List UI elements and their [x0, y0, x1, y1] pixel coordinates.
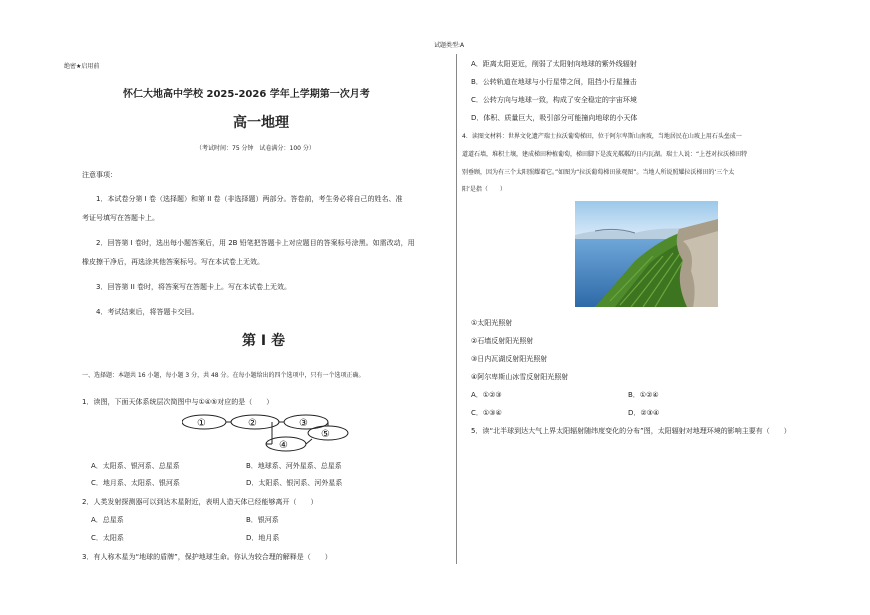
note-line: 考证号填写在答题卡上。 [82, 214, 159, 222]
question-3-stem: 3．有人称木星为“地球的盾牌”，保护地球生命。你认为较合理的解释是（ ） [82, 553, 332, 561]
question-5-stem: 5．读“北半球到达大气上界太阳辐射随纬度变化的分布”图，太阳辐射对地理环境的影响主要有（ ） [471, 427, 791, 435]
q3-option-b: B．公转轨道在地球与小行星带之间，阻挡小行星撞击 [471, 78, 637, 86]
q1-option-b: B．地球系、河外星系、总星系 [246, 462, 342, 470]
diagram-label: ① [197, 418, 206, 429]
part-title: 第 I 卷 [242, 333, 285, 349]
q1-option-a: A．太阳系、银河系、总星系 [91, 462, 180, 470]
exam-meta: （考试时间：75 分钟 试卷满分：100 分） [196, 145, 315, 152]
subject-title: 高一地理 [233, 115, 289, 131]
vineyard-photo [575, 201, 718, 307]
question-4-stem: 阳’是指（ ） [462, 186, 506, 193]
notes-heading: 注意事项： [82, 171, 117, 179]
paper-type-label: 试题类型:A [434, 42, 465, 49]
note-line: 1．本试卷分第 I 卷（选择题）和第 II 卷（非选择题）两部分。答卷前，考生务必将自己的姓名、准 [96, 195, 403, 203]
question-1-stem: 1．读图，下面天体系统层次简图中与①④⑤对应的是（ ） [82, 398, 274, 406]
q1-option-c: C．地月系、太阳系、银河系 [91, 479, 180, 487]
question-2-stem: 2．人类发射探测器可以到达木星附近，表明人造天体已经能够离开（ ） [82, 498, 318, 506]
diagram-label: ② [248, 418, 257, 429]
q4-item: ④阿尔卑斯山冰雪反射阳光照射 [471, 373, 569, 381]
q3-option-a: A．距离太阳更近，削弱了太阳射向地球的紫外线辐射 [471, 60, 637, 68]
q2-option-c: C．太阳系 [91, 534, 124, 542]
q3-option-c: C．公转方向与地球一致，构成了安全稳定的宇宙环境 [471, 96, 637, 104]
q4-item: ③日内瓦湖反射阳光照射 [471, 355, 548, 363]
q4-option-a: A．①②③ [471, 391, 502, 399]
q4-option-b: B．①②④ [628, 391, 659, 399]
column-divider [456, 54, 457, 564]
diagram-label: ⑤ [321, 429, 330, 440]
q2-option-a: A．总星系 [91, 516, 124, 524]
question-4-stem: 道道石墙，堆积土壤，建成梯田种植葡萄，梯田脚下是波光粼粼的日内瓦湖。瑞士人说：“上苍对拉沃梯田特 [462, 151, 748, 158]
q2-option-b: B．银河系 [246, 516, 279, 524]
q4-option-c: C．①③④ [471, 409, 502, 417]
question-4-stem: 4．读图文材料：世界文化遗产瑞士拉沃葡萄梯田，位于阿尔卑斯山南坡，当地居民在山坡上用石头垒成一 [462, 133, 742, 140]
note-line: 2．回答第 I 卷时，选出每小题答案后，用 2B 铅笔把答题卡上对应题目的答案标号涂黑。如需改动，用 [96, 239, 415, 247]
note-line: 3．回答第 II 卷时，将答案写在答题卡上。写在本试卷上无效。 [96, 283, 292, 291]
exam-title: 怀仁大地高中学校 2025-2026 学年上学期第一次月考 [123, 89, 370, 100]
q3-option-d: D．体积、质量巨大，吸引部分可能撞向地球的小天体 [471, 114, 638, 122]
q4-item: ①太阳光照射 [471, 319, 513, 327]
question-4-stem: 别垂顾，因为有三个太阳照耀着它。”如图为“拉沃葡萄梯田景观图”。当地人所说照耀拉沃梯田的‘三个太 [462, 169, 735, 176]
diagram-label: ③ [299, 418, 308, 429]
note-line: 橡皮擦干净后，再选涂其他答案标号。写在本试卷上无效。 [82, 258, 264, 266]
diagram-label: ④ [279, 440, 288, 451]
q4-item: ②石墙反射阳光照射 [471, 337, 534, 345]
celestial-system-diagram [182, 411, 352, 453]
q2-option-d: D．地月系 [246, 534, 280, 542]
q4-option-d: D．②③④ [628, 409, 660, 417]
part-instruction: 一、选择题：本题共 16 小题，每小题 3 分，共 48 分。在每小题给出的四个选项中，只有一个选项正确。 [82, 372, 365, 379]
confidential-label: 绝密★启用前 [64, 63, 100, 70]
note-line: 4．考试结束后，将答题卡交回。 [96, 308, 199, 316]
q1-option-d: D．太阳系、银河系、河外星系 [246, 479, 343, 487]
